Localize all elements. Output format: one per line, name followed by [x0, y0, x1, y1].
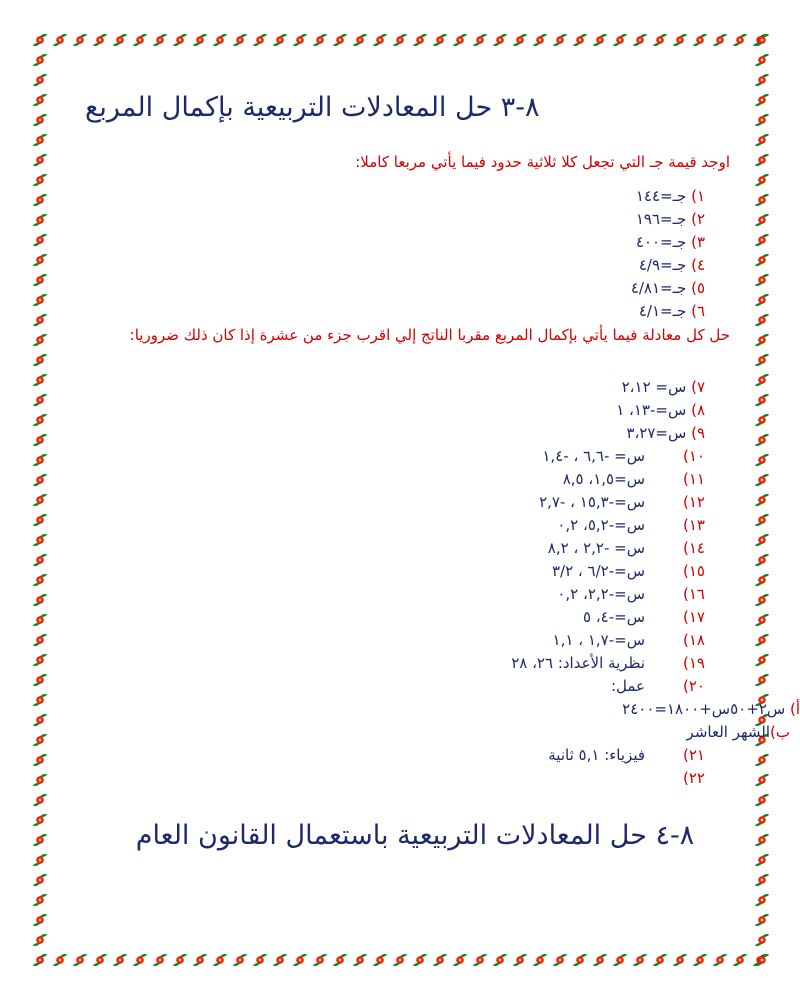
flower-icon — [31, 131, 49, 149]
item-number: ١٩) — [683, 654, 705, 672]
flower-icon — [611, 31, 629, 49]
flower-icon — [31, 831, 49, 849]
answer-item — [631, 300, 705, 323]
flower-icon — [271, 31, 289, 49]
flower-icon — [351, 31, 369, 49]
flower-icon — [111, 31, 129, 49]
answer-item — [511, 675, 705, 698]
flower-icon — [753, 231, 771, 249]
flower-icon — [511, 31, 529, 49]
item-answer: جـ=٤٠٠ — [635, 233, 687, 251]
flower-icon — [31, 711, 49, 729]
flower-icon — [131, 31, 149, 49]
flower-icon — [31, 751, 49, 769]
flower-icon — [311, 31, 329, 49]
flower-icon — [753, 551, 771, 569]
flower-icon — [31, 771, 49, 789]
item-number: ٩) — [691, 424, 705, 442]
flower-icon — [51, 951, 69, 969]
item-answer: جـ=١٤٤ — [635, 187, 687, 205]
flower-icon — [31, 451, 49, 469]
answer-item — [631, 185, 705, 208]
flower-icon — [31, 291, 49, 309]
instruction-part-2: حل كل معادلة فيما يأتي بإكمال المربع مقربا الناتج إلي اقرب جزء من عشرة إذا كان ذلك ضروريا: — [129, 326, 730, 344]
item-number: ١٥) — [683, 562, 705, 580]
flower-icon — [31, 731, 49, 749]
flower-icon — [753, 71, 771, 89]
item-number: ١٠) — [683, 447, 705, 465]
flower-icon — [753, 671, 771, 689]
item-number: ١٨) — [683, 631, 705, 649]
flower-icon — [91, 951, 109, 969]
answer-item — [631, 231, 705, 254]
flower-icon — [371, 951, 389, 969]
flower-icon — [191, 31, 209, 49]
flower-icon — [291, 31, 309, 49]
answer-item — [511, 537, 705, 560]
flower-icon — [753, 111, 771, 129]
flower-icon — [311, 951, 329, 969]
answer-item — [631, 254, 705, 277]
answers-list-10-22 — [511, 445, 800, 790]
flower-icon — [551, 31, 569, 49]
flower-icon — [591, 951, 609, 969]
flower-icon — [551, 951, 569, 969]
answer-item — [616, 399, 705, 422]
flower-icon — [151, 951, 169, 969]
item-answer: فيزياء: ٥,١ ثانية — [548, 746, 646, 764]
flower-icon — [753, 471, 771, 489]
flower-icon — [753, 291, 771, 309]
flower-icon — [753, 771, 771, 789]
flower-icon — [753, 911, 771, 929]
flower-icon — [753, 651, 771, 669]
item-answer: عمل: — [610, 677, 646, 695]
item-answer: الشهر العاشر — [686, 723, 771, 741]
flower-icon — [31, 351, 49, 369]
flower-icon — [31, 951, 49, 969]
flower-icon — [31, 671, 49, 689]
flower-icon — [671, 31, 689, 49]
flower-icon — [753, 531, 771, 549]
flower-icon — [753, 831, 771, 849]
item-number: ٢) — [691, 210, 705, 228]
answer-item — [511, 583, 705, 606]
flower-icon — [431, 31, 449, 49]
flower-icon — [531, 951, 549, 969]
flower-icon — [71, 31, 89, 49]
flower-icon — [371, 31, 389, 49]
flower-icon — [271, 951, 289, 969]
item-answer: جـ=٤/٩ — [638, 256, 687, 274]
flower-icon — [251, 951, 269, 969]
flower-icon — [31, 471, 49, 489]
flower-icon — [431, 951, 449, 969]
flower-icon — [391, 951, 409, 969]
flower-icon — [31, 691, 49, 709]
flower-icon — [111, 951, 129, 969]
answers-list-7-9 — [616, 376, 705, 445]
answer-item — [511, 698, 800, 721]
answer-item — [511, 721, 790, 744]
flower-icon — [451, 951, 469, 969]
item-number: أ) — [789, 700, 800, 718]
flower-icon — [753, 871, 771, 889]
answers-list-1-6 — [631, 185, 705, 323]
flower-icon — [31, 491, 49, 509]
flower-icon — [31, 111, 49, 129]
flower-icon — [691, 951, 709, 969]
item-number: ب) — [770, 723, 790, 741]
flower-icon — [753, 131, 771, 149]
flower-icon — [31, 871, 49, 889]
flower-icon — [391, 31, 409, 49]
item-number: ٣) — [691, 233, 705, 251]
flower-icon — [151, 31, 169, 49]
answer-item — [616, 376, 705, 399]
flower-icon — [31, 271, 49, 289]
flower-icon — [31, 611, 49, 629]
item-number: ٥) — [691, 279, 705, 297]
answer-item — [511, 491, 705, 514]
flower-icon — [753, 391, 771, 409]
flower-icon — [31, 311, 49, 329]
flower-icon — [411, 31, 429, 49]
flower-icon — [651, 31, 669, 49]
item-answer: س=-١,٧ ، ١,١ — [552, 631, 646, 649]
flower-icon — [471, 951, 489, 969]
item-number: ٧) — [691, 378, 705, 396]
flower-icon — [471, 31, 489, 49]
flower-icon — [753, 571, 771, 589]
flower-icon — [31, 151, 49, 169]
flower-icon — [731, 951, 749, 969]
flower-icon — [91, 31, 109, 49]
flower-icon — [753, 371, 771, 389]
flower-icon — [611, 951, 629, 969]
flower-icon — [31, 411, 49, 429]
flower-icon — [753, 331, 771, 349]
flower-icon — [711, 951, 729, 969]
flower-icon — [31, 911, 49, 929]
flower-icon — [753, 791, 771, 809]
item-answer: س=٣،٢٧ — [626, 424, 687, 442]
answer-item — [511, 445, 705, 468]
item-answer: س= -٢,٢ ، ٨,٢ — [547, 539, 646, 557]
flower-icon — [651, 951, 669, 969]
item-number: ١٢) — [683, 493, 705, 511]
flower-icon — [31, 211, 49, 229]
flower-icon — [753, 851, 771, 869]
flower-icon — [753, 931, 771, 949]
flower-icon — [531, 31, 549, 49]
decorative-border-left — [30, 30, 50, 970]
flower-icon — [31, 31, 49, 49]
item-answer: جـ=٤/١ — [638, 302, 687, 320]
flower-icon — [691, 31, 709, 49]
item-number: ١٧) — [683, 608, 705, 626]
answer-item — [511, 514, 705, 537]
flower-icon — [351, 951, 369, 969]
flower-icon — [31, 591, 49, 609]
flower-icon — [411, 951, 429, 969]
flower-icon — [753, 151, 771, 169]
decorative-border-right — [752, 30, 772, 970]
flower-icon — [753, 171, 771, 189]
flower-icon — [231, 951, 249, 969]
flower-icon — [31, 371, 49, 389]
flower-icon — [451, 31, 469, 49]
flower-icon — [591, 31, 609, 49]
flower-icon — [331, 31, 349, 49]
flower-icon — [31, 51, 49, 69]
flower-icon — [51, 31, 69, 49]
answer-item — [511, 767, 705, 790]
flower-icon — [753, 311, 771, 329]
item-number: ٢١) — [683, 746, 705, 764]
flower-icon — [31, 931, 49, 949]
section-heading-8-4: ٨-٤ حل المعادلات التربيعية باستعمال القانون العام — [135, 820, 695, 851]
decorative-border-top — [30, 30, 772, 50]
item-number: ١٣) — [683, 516, 705, 534]
flower-icon — [753, 611, 771, 629]
flower-icon — [31, 811, 49, 829]
flower-icon — [631, 31, 649, 49]
flower-icon — [753, 191, 771, 209]
flower-icon — [31, 891, 49, 909]
flower-icon — [753, 591, 771, 609]
answer-item — [511, 744, 705, 767]
decorative-border-bottom — [30, 950, 772, 970]
flower-icon — [753, 51, 771, 69]
flower-icon — [753, 351, 771, 369]
worksheet-page — [55, 60, 800, 940]
item-answer: س٢+٥٠س+١٨٠٠=٢٤٠٠ — [622, 700, 786, 718]
item-number: ١) — [691, 187, 705, 205]
flower-icon — [631, 951, 649, 969]
answer-item — [616, 422, 705, 445]
flower-icon — [753, 751, 771, 769]
flower-icon — [31, 251, 49, 269]
flower-icon — [31, 651, 49, 669]
flower-icon — [753, 491, 771, 509]
flower-icon — [31, 531, 49, 549]
flower-icon — [753, 411, 771, 429]
flower-icon — [171, 951, 189, 969]
item-answer: جـ=٤/٨١ — [630, 279, 687, 297]
item-answer: س=-٦/٢ ، ٣/٢ — [551, 562, 646, 580]
flower-icon — [31, 331, 49, 349]
flower-icon — [731, 31, 749, 49]
flower-icon — [671, 951, 689, 969]
flower-icon — [171, 31, 189, 49]
flower-icon — [31, 551, 49, 569]
flower-icon — [31, 171, 49, 189]
flower-icon — [331, 951, 349, 969]
answer-item — [631, 277, 705, 300]
flower-icon — [31, 71, 49, 89]
item-answer: س=-١٣، ١ — [616, 401, 687, 419]
flower-icon — [31, 231, 49, 249]
item-number: ٨) — [691, 401, 705, 419]
flower-icon — [31, 391, 49, 409]
answer-item — [511, 606, 705, 629]
flower-icon — [711, 31, 729, 49]
flower-icon — [291, 951, 309, 969]
item-answer: جـ=١٩٦ — [635, 210, 687, 228]
answer-item — [631, 208, 705, 231]
item-answer: س=١,٥، ٨,٥ — [562, 470, 646, 488]
flower-icon — [31, 791, 49, 809]
flower-icon — [131, 951, 149, 969]
item-number: ٤) — [691, 256, 705, 274]
flower-icon — [31, 631, 49, 649]
flower-icon — [753, 891, 771, 909]
flower-icon — [753, 91, 771, 109]
flower-icon — [491, 951, 509, 969]
section-heading-8-3: ٨-٣ حل المعادلات التربيعية بإكمال المربع — [85, 92, 540, 123]
flower-icon — [753, 211, 771, 229]
flower-icon — [511, 951, 529, 969]
flower-icon — [31, 851, 49, 869]
instruction-part-1: اوجد قيمة جـ التي تجعل كلا ثلاثية حدود فيما يأتي مربعا كاملا: — [355, 153, 730, 171]
flower-icon — [31, 191, 49, 209]
flower-icon — [211, 951, 229, 969]
answer-item — [511, 560, 705, 583]
flower-icon — [71, 951, 89, 969]
flower-icon — [753, 271, 771, 289]
flower-icon — [31, 431, 49, 449]
flower-icon — [571, 31, 589, 49]
item-number: ٦) — [691, 302, 705, 320]
item-number: ١١) — [683, 470, 705, 488]
item-answer: س=-٥,٢، ٠,٢ — [557, 516, 646, 534]
answer-item — [511, 629, 705, 652]
flower-icon — [753, 451, 771, 469]
item-number: ٢٢) — [683, 769, 705, 787]
item-answer: س= ٢،١٢ — [621, 378, 687, 396]
flower-icon — [753, 811, 771, 829]
flower-icon — [753, 631, 771, 649]
flower-icon — [753, 251, 771, 269]
item-number: ٢٠) — [683, 677, 705, 695]
flower-icon — [231, 31, 249, 49]
item-answer: س=-٤، ٥ — [582, 608, 646, 626]
flower-icon — [753, 431, 771, 449]
flower-icon — [491, 31, 509, 49]
answer-item — [511, 652, 705, 675]
flower-icon — [191, 951, 209, 969]
answer-item — [511, 468, 705, 491]
item-number: ١٦) — [683, 585, 705, 603]
item-number: ١٤) — [683, 539, 705, 557]
flower-icon — [753, 511, 771, 529]
flower-icon — [31, 571, 49, 589]
flower-icon — [31, 511, 49, 529]
flower-icon — [211, 31, 229, 49]
item-answer: س=-٢,٢، ٠,٢ — [557, 585, 646, 603]
flower-icon — [753, 31, 771, 49]
item-answer: س= -٦,٦ ، -١,٤ — [542, 447, 646, 465]
item-answer: س=-١٥,٣ ، -٢,٧ — [539, 493, 646, 511]
flower-icon — [571, 951, 589, 969]
flower-icon — [753, 951, 771, 969]
flower-icon — [251, 31, 269, 49]
item-answer: نظرية الأعداد: ٢٦، ٢٨ — [511, 654, 646, 672]
flower-icon — [31, 91, 49, 109]
